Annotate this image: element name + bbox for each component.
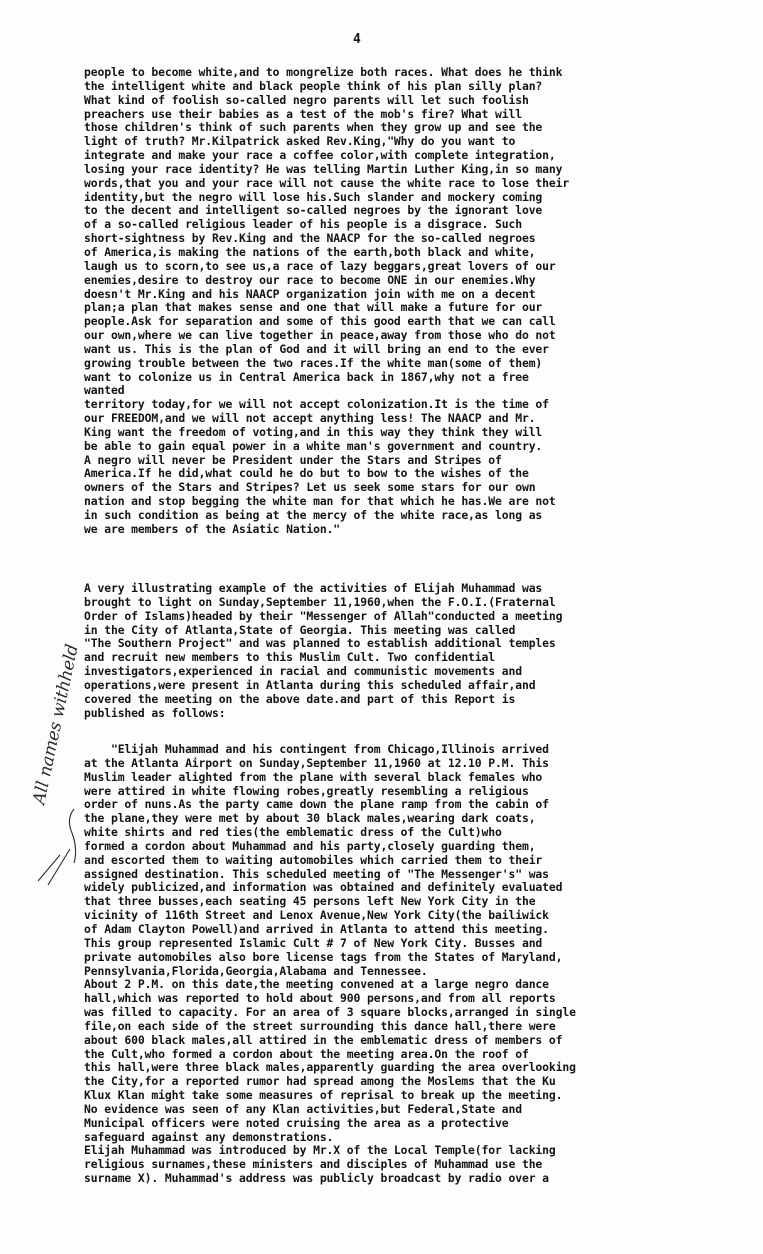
text-line: Pennsylvania,Florida,Georgia,Alabama and Tennessee.	[84, 963, 428, 978]
text-line: formed a cordon about Muhammad and his party,closely guarding them,	[84, 838, 536, 853]
text-line: at the Atlanta Airport on Sunday,September 11,1960 at 12.10 P.M. This	[84, 755, 549, 770]
text-line: doesn't Mr.King and his NAACP organization join with me on a decent	[84, 286, 536, 301]
margin-note-text: All names withheld	[29, 642, 83, 807]
text-line: investigators,experienced in racial and communistic movements and	[84, 664, 522, 679]
text-line: to the decent and intelligent so-called negroes by the ignorant love	[84, 203, 543, 218]
paragraph-1	[84, 66, 720, 537]
text-line: want to colonize us in Central America back in 1867,why not a free	[84, 369, 529, 384]
paragraph-2	[84, 582, 720, 720]
text-line: be able to gain equal power in a white man's government and country.	[84, 438, 543, 453]
text-line: territory today,for we will not accept colonization.It is the time of	[84, 397, 549, 412]
text-line: people to become white,and to mongrelize both races. What does he think	[84, 65, 563, 79]
text-line: vicinity of 116th Street and Lenox Avenue,New York City(the bailiwick	[84, 908, 549, 923]
text-line: "Elijah Muhammad and his contingent from Chicago,Illinois arrived	[84, 742, 549, 756]
text-line: America.If he did,what could he do but to bow to the wishes of the	[84, 466, 529, 481]
text-line: This group represented Islamic Cult # 7 of New York City. Busses and	[84, 935, 543, 950]
text-line: were attired in white flowing robes,greatly resembling a religious	[84, 783, 529, 798]
text-line: published as follows:	[84, 705, 226, 720]
text-line: Klux Klan might take some measures of reprisal to break up the meeting.	[84, 1088, 563, 1103]
text-line: short-sightness by Rev.King and the NAACP for the so-called negroes	[84, 231, 536, 246]
text-line: and escorted them to waiting automobiles which carried them to their	[84, 852, 543, 867]
text-line: light of truth? Mr.Kilpatrick asked Rev.King,"Why do you want to	[84, 134, 516, 149]
text-line: A negro will never be President under the Stars and Stripes of	[84, 452, 502, 467]
text-line: preachers use their babies as a test of the mob's fire? What will	[84, 106, 522, 121]
text-line: file,on each side of the street surrounding this dance hall,there were	[84, 1018, 556, 1033]
text-line: white shirts and red ties(the emblematic dress of the Cult)who	[84, 825, 502, 840]
text-line: hall,which was reported to hold about 900 persons,and from all reports	[84, 991, 556, 1006]
text-line: plan;a plan that makes sense and one that will make a future for our	[84, 300, 543, 315]
text-line: people.Ask for separation and some of this good earth that we can call	[84, 314, 556, 329]
text-line: What kind of foolish so-called negro parents will let such foolish	[84, 92, 529, 107]
text-line: was filled to capacity. For an area of 3 square blocks,arranged in single	[84, 1005, 576, 1020]
text-line: of America,is making the nations of the earth,both black and white,	[84, 244, 536, 259]
text-line: words,that you and your race will not cause the white race to lose their	[84, 175, 570, 190]
text-line: No evidence was seen of any Klan activities,but Federal,State and	[84, 1101, 522, 1116]
text-line: nation and stop begging the white man for that which he has.We are not	[84, 494, 556, 509]
text-line: about 600 black males,all attired in the emblematic dress of members of	[84, 1032, 563, 1047]
handwriting-icon	[14, 642, 94, 915]
text-line: "The Southern Project" and was planned to establish additional temples	[84, 636, 556, 651]
text-line: laugh us to scorn,to see us,a race of lazy beggars,great lovers of our	[84, 258, 556, 273]
text-line: this hall,were three black males,apparently guarding the area overlooking	[84, 1060, 576, 1075]
paragraph-3	[84, 743, 720, 1186]
text-line: our own,where we can live together in peace,away from those who do not	[84, 328, 556, 343]
text-line: enemies,desire to destroy our race to become ONE in our enemies.Why	[84, 272, 536, 287]
text-line: private automobiles also bore license tags from the States of Maryland,	[84, 949, 563, 964]
text-line: Muslim leader alighted from the plane with several black females who	[84, 769, 543, 784]
page-number: 4	[353, 32, 361, 47]
text-line: widely publicized,and information was obtained and definitely evaluated	[84, 880, 563, 895]
text-line: owners of the Stars and Stripes? Let us seek some stars for our own	[84, 480, 536, 495]
text-line: surname X). Muhammad's address was publicly broadcast by radio over a	[84, 1171, 549, 1186]
text-line: the City,for a reported rumor had spread among the Moslems that the Ku	[84, 1074, 556, 1089]
text-line: in the City of Atlanta,State of Georgia. This meeting was called	[84, 622, 516, 637]
text-line: of Adam Clayton Powell)and arrived in Atlanta to attend this meeting.	[84, 921, 549, 936]
text-line: the intelligent white and black people think of his plan silly plan?	[84, 78, 543, 93]
text-line: Municipal officers were noted cruising the area as a protective	[84, 1115, 509, 1130]
text-line: identity,but the negro will lose his.Such slander and mockery coming	[84, 189, 543, 204]
text-line: Elijah Muhammad was introduced by Mr.X of the Local Temple(for lacking	[84, 1143, 556, 1158]
text-line: operations,were present in Atlanta during this scheduled affair,and	[84, 677, 536, 692]
text-line: growing trouble between the two races.If the white man(some of them)	[84, 355, 543, 370]
text-line: About 2 P.M. on this date,the meeting convened at a large negro dance	[84, 977, 549, 992]
text-line: the Cult,who formed a cordon about the meeting area.On the roof of	[84, 1046, 529, 1061]
text-line: safeguard against any demonstrations.	[84, 1129, 334, 1144]
text-line: King want the freedom of voting,and in this way they think they will	[84, 424, 543, 439]
text-line: in such condition as being at the mercy of the white race,as long as	[84, 508, 543, 522]
text-line: that three busses,each seating 45 persons left New York City in the	[84, 894, 536, 909]
text-line: and recruit new members to this Muslim Cult. Two confidential	[84, 650, 496, 665]
text-line: A very illustrating example of the activities of Elijah Muhammad was	[84, 581, 543, 595]
handwritten-margin-note	[14, 642, 94, 915]
text-line: brought to light on Sunday,September 11,1960,when the F.O.I.(Fraternal	[84, 594, 556, 609]
text-line: assigned destination. This scheduled meeting of "The Messenger's" was	[84, 866, 549, 881]
text-line: order of nuns.As the party came down the plane ramp from the cabin of	[84, 797, 549, 812]
text-line: we are members of the Asiatic Nation."	[84, 521, 341, 536]
text-line: losing your race identity? He was telling Martin Luther King,in so many	[84, 161, 563, 176]
text-line: of a so-called religious leader of his people is a disgrace. Such	[84, 217, 522, 232]
text-line: want us. This is the plan of God and it will bring an end to the ever	[84, 341, 549, 356]
text-line: religious surnames,these ministers and disciples of Muhammad use the	[84, 1157, 543, 1172]
text-line: wanted	[84, 383, 125, 398]
text-line: covered the meeting on the above date.and part of this Report is	[84, 691, 516, 706]
text-line: those children's think of such parents when they grow up and see the	[84, 120, 543, 135]
text-line: integrate and make your race a coffee color,with complete integration,	[84, 148, 556, 163]
text-line: our FREEDOM,and we will not accept anything less! The NAACP and Mr.	[84, 411, 536, 426]
text-line: Order of Islams)headed by their "Messenger of Allah"conducted a meeting	[84, 608, 563, 623]
text-line: the plane,they were met by about 30 black males,wearing dark coats,	[84, 811, 536, 826]
